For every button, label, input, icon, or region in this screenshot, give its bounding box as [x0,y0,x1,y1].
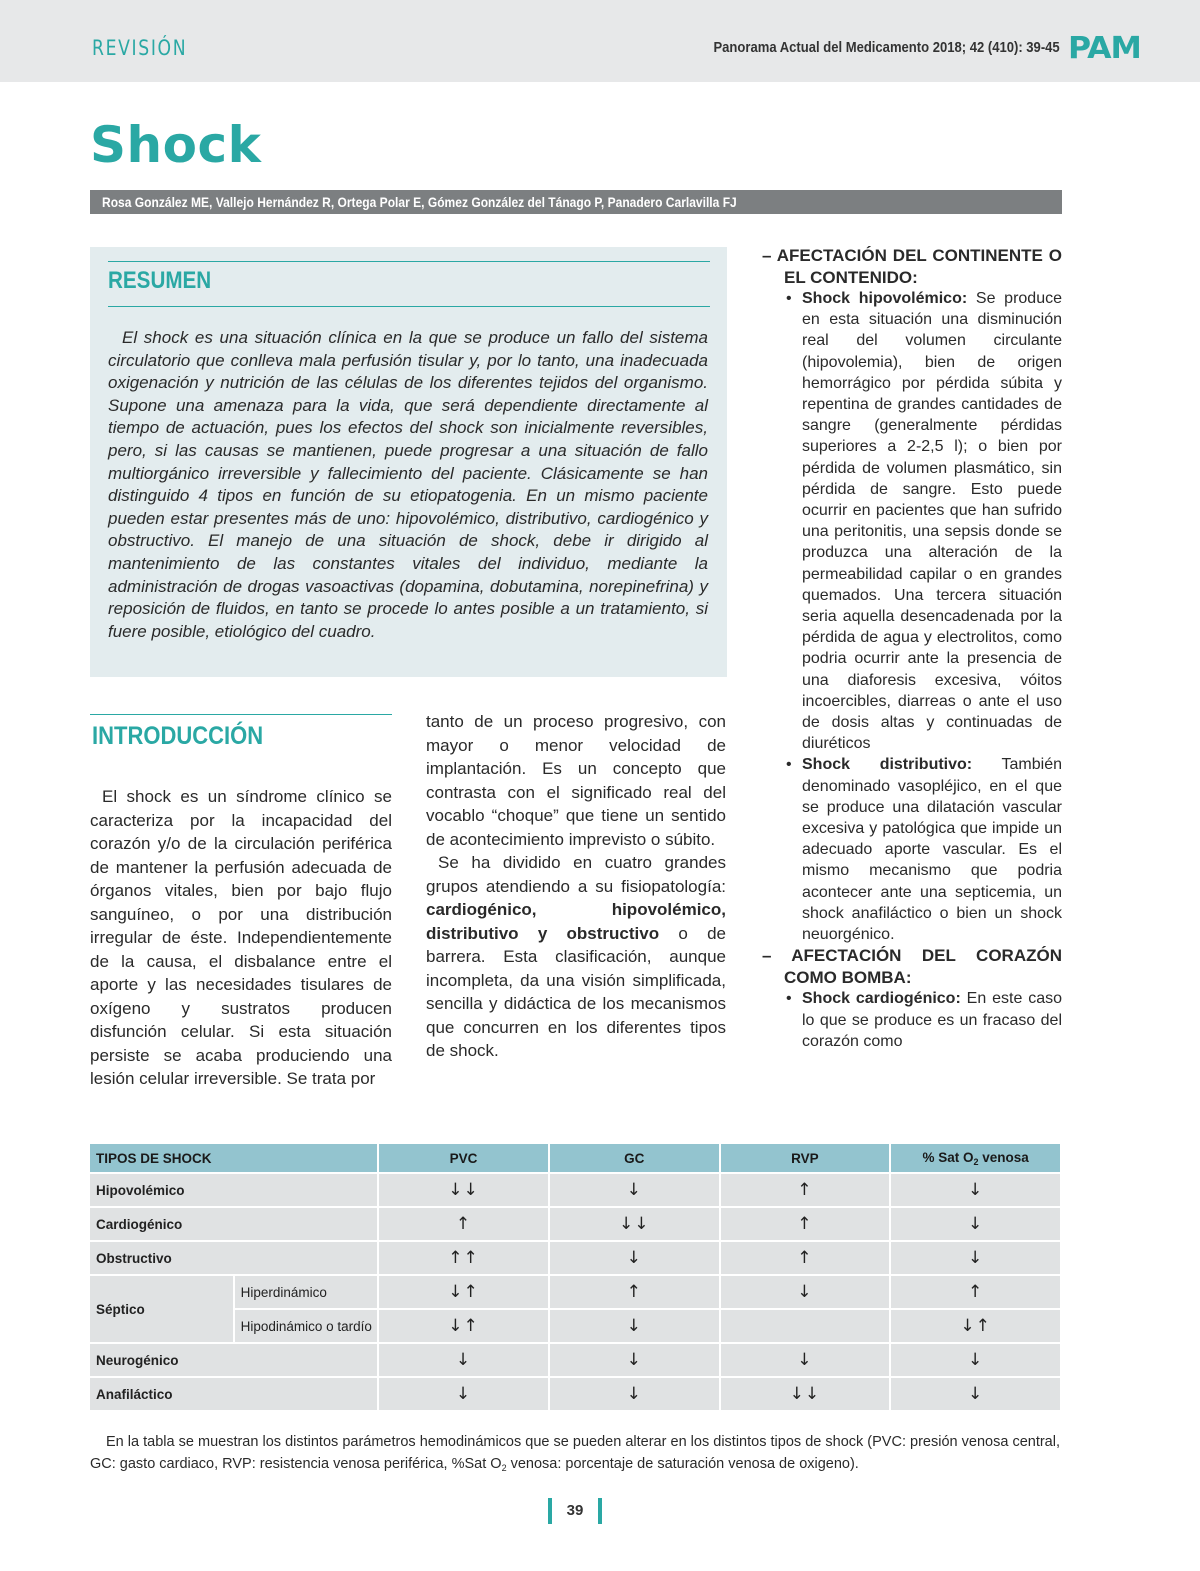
subheading-corazon: – AFECTACIÓN DEL CORAZÓN COMO BOMBA: [762,946,1062,987]
table-header-row [90,1144,1060,1172]
intro-p2-text-a: Se ha dividido en cuatro grandes grupos atendiendo a su fisiopatología: [426,853,726,896]
body-column-1 [90,785,392,1091]
cell-pvc: ↓ [379,1344,548,1376]
row-type: Séptico [90,1276,233,1342]
list-continente [762,288,1062,945]
intro-p2-bold: cardiogénico, hipovolémico, distributivo y obstructivo [426,900,726,943]
cell-sat: ↓ [891,1208,1060,1240]
body-column-3 [762,245,1062,1052]
table-caption [90,1431,1060,1479]
header-bar [0,0,1200,82]
header-rvp: RVP [721,1144,890,1172]
intro-paragraph-1-cont: tanto de un proceso progresivo, con mayor o menor velocidad de implantación. Es un concepto que contrasta con el significado real del vocablo “choque” que tiene un sentido de acontecimiento imprevisto o súbito. [426,712,726,849]
cell-rvp: ↑ [721,1174,890,1206]
body-column-2 [426,710,726,1063]
authors-text: Rosa González ME, Vallejo Hernández R, Ortega Polar E, Gómez González del Tánago P, Panadero Carlavilla FJ [102,194,737,210]
summary-text: El shock es una situación clínica en la que se produce un fallo del sistema circulatorio que conlleva mala perfusión tisular y, por lo tanto, una inadecuada oxigenación y nutrición de las células de los diferentes tejidos del organismo. Supone una amenaza para la vida, que será dependiente directamente al tiempo de actuación, pues los efectos del shock son inicialmente reversibles, pero, si las causas se mantienen, puede progresar a una situación de fallo multiorgánico irreversible y fallecimiento del paciente. Clásicamente se han distinguido 4 tipos en función de su etiopatogenia. En un mismo paciente pueden estar presentes más de uno: hipovolémico, distributivo, cardiogénico y obstructivo. El manejo de una situación de shock, debe ir dirigido al mantenimiento de las constantes vitales del individuo, mediante la administración de drogas vasoactivas (dopamina, dobutamina, norepinefrina) y reposición de fluidos, en tanto se procede lo antes posible a un tratamiento, si fuere posible, etiológico del cuadro. [108,328,708,641]
page-number-text: 39 [566,1502,584,1519]
summary-heading: RESUMEN [108,267,212,294]
cell-sat: ↓ [891,1174,1060,1206]
caption-sub: 2 [501,1463,507,1473]
cell-rvp: ↑ [721,1208,890,1240]
cell-rvp: ↓ [721,1276,890,1308]
card-label: Shock cardiogénico: [802,990,961,1008]
cell-sat: ↓ [891,1378,1060,1410]
header-sat-suffix: venosa [978,1149,1029,1165]
list-corazon [762,988,1062,1052]
caption-text-b: venosa: porcentaje de saturación venosa de oxigeno). [506,1456,859,1472]
table-row [90,1208,1060,1240]
list-item-hipovolemico [802,288,1062,754]
row-type: Cardiogénico [90,1208,377,1240]
author-bar [90,190,1062,214]
row-type: Obstructivo [90,1242,377,1274]
intro-paragraph-1: El shock es un síndrome clínico se caracteriza por la incapacidad del corazón y/o de la circulación periférica de mantener la perfusión adecuada de órganos vitales, bien por bajo flujo sanguíneo, o por una distribución irregular de éste. Independientemente de la causa, el disbalance entre el aporte y las necesidades tisulares de oxígeno y sustratos producen disfunción celular. Si esta situación persiste se acaba produciendo una lesión celular irreversible. Se trata por [90,787,392,1088]
cell-pvc: ↓↓ [379,1174,548,1206]
hipo-text: Se produce en esta situación una disminución real del volumen circulante (hipovolemia), bien de origen hemorrágico por pérdida súbita y repentina de grandes cantidades de sangre (generalmente pérdidas superiores a 2-2,5 l); o bien por pérdida de volumen plasmático, sin pérdida de sangre. Esto puede ocurrir en pacientes que han sufrido una peritonitis, una sepsis donde se produzca una alteración de la permeabilidad capilar o en grandes quemados. Una tercera situación seria aquella desencadenada por la pérdida de agua y electrolitos, como podria ocurrir ante la presencia de una diaforesis excesiva, vóitos incoercibles, diarreas o ante el uso de dosis altas y continuadas de diuréticos [802,290,1062,753]
table-row [90,1378,1060,1410]
header-sat-text: % Sat O [922,1149,974,1165]
summary-box [90,247,727,677]
shock-table-wrap [90,1142,1060,1412]
cell-gc: ↓ [550,1242,719,1274]
caption-text-a: En la tabla se muestran los distintos parámetros hemodinámicos que se pueden alterar en los distintos tipos de shock (PVC: presión venosa central, GC: gasto cardiaco, RVP: resistencia venosa periférica, %Sat O [90,1434,1060,1472]
intro-heading: INTRODUCCIÓN [92,722,264,750]
dist-label: Shock distributivo: [802,756,973,774]
cell-pvc: ↓↑ [379,1310,548,1342]
table-row [90,1310,1060,1342]
header-sat [891,1144,1060,1172]
intro-rule [90,714,392,715]
page-number-bar-left [548,1498,552,1524]
row-subtype: Hipodinámico o tardío [235,1310,378,1342]
cell-pvc: ↑↑ [379,1242,548,1274]
subheading-continente: – AFECTACIÓN DEL CONTINENTE O EL CONTENIDO: [762,246,1062,287]
hipo-label: Shock hipovolémico: [802,290,968,307]
cell-gc: ↓ [550,1344,719,1376]
cell-pvc: ↓↑ [379,1276,548,1308]
intro-heading-block [90,714,392,759]
header-sat-sub: 2 [973,1156,979,1167]
journal-logo: PAM [1068,31,1141,66]
shock-table [88,1142,1062,1412]
cell-sat: ↓ [891,1242,1060,1274]
journal-citation: Panorama Actual del Medicamento 2018; 42 (410): 39-45 [713,40,1060,56]
cell-sat: ↓ [891,1344,1060,1376]
page-number [548,1498,602,1524]
cell-gc: ↓ [550,1174,719,1206]
row-type: Neurogénico [90,1344,377,1376]
cell-rvp: ↓↓ [721,1378,890,1410]
cell-pvc: ↓ [379,1378,548,1410]
cell-gc: ↓↓ [550,1208,719,1240]
cell-pvc: ↑ [379,1208,548,1240]
header-pvc: PVC [379,1144,548,1172]
header-tipos: TIPOS DE SHOCK [90,1144,377,1172]
table-row [90,1242,1060,1274]
intro-p2-text-c: o de barrera. Esta clasificación, aunque incompleta, da una visión simplificada, sencilla y didáctica de los mecanismos que concurren en los diferentes tipos de shock. [426,923,726,1060]
list-item-cardiogenico [802,988,1062,1052]
article-title: Shock [90,116,262,174]
cell-rvp: ↑ [721,1242,890,1274]
summary-rule-top [108,261,710,262]
intro-paragraph-2 [426,851,726,1063]
row-subtype: Hiperdinámico [235,1276,378,1308]
card-text: En este caso lo que se produce es un fracaso del corazón como [802,990,1062,1050]
section-label: REVISIÓN [92,36,188,60]
row-type: Anafiláctico [90,1378,377,1410]
cell-gc: ↓ [550,1378,719,1410]
row-type: Hipovolémico [90,1174,377,1206]
cell-sat: ↓↑ [891,1310,1060,1342]
page-number-bar-right [598,1498,602,1524]
table-row [90,1174,1060,1206]
table-row [90,1276,1060,1308]
cell-rvp: ↓ [721,1344,890,1376]
table-row [90,1344,1060,1376]
summary-rule-bottom [108,306,710,307]
cell-rvp [721,1310,890,1342]
list-item-distributivo [802,754,1062,945]
dist-text: También denominado vasopléjico, en el que se produce una dilatación vascular excesiva y patológica que impide un adecuado aporte vascular. Es el mismo mecanismo que podria acontecer ante una septicemia, un shock anafiláctico o bien un shock neuorgénico. [802,756,1062,944]
cell-sat: ↑ [891,1276,1060,1308]
cell-gc: ↓ [550,1310,719,1342]
cell-gc: ↑ [550,1276,719,1308]
header-gc: GC [550,1144,719,1172]
